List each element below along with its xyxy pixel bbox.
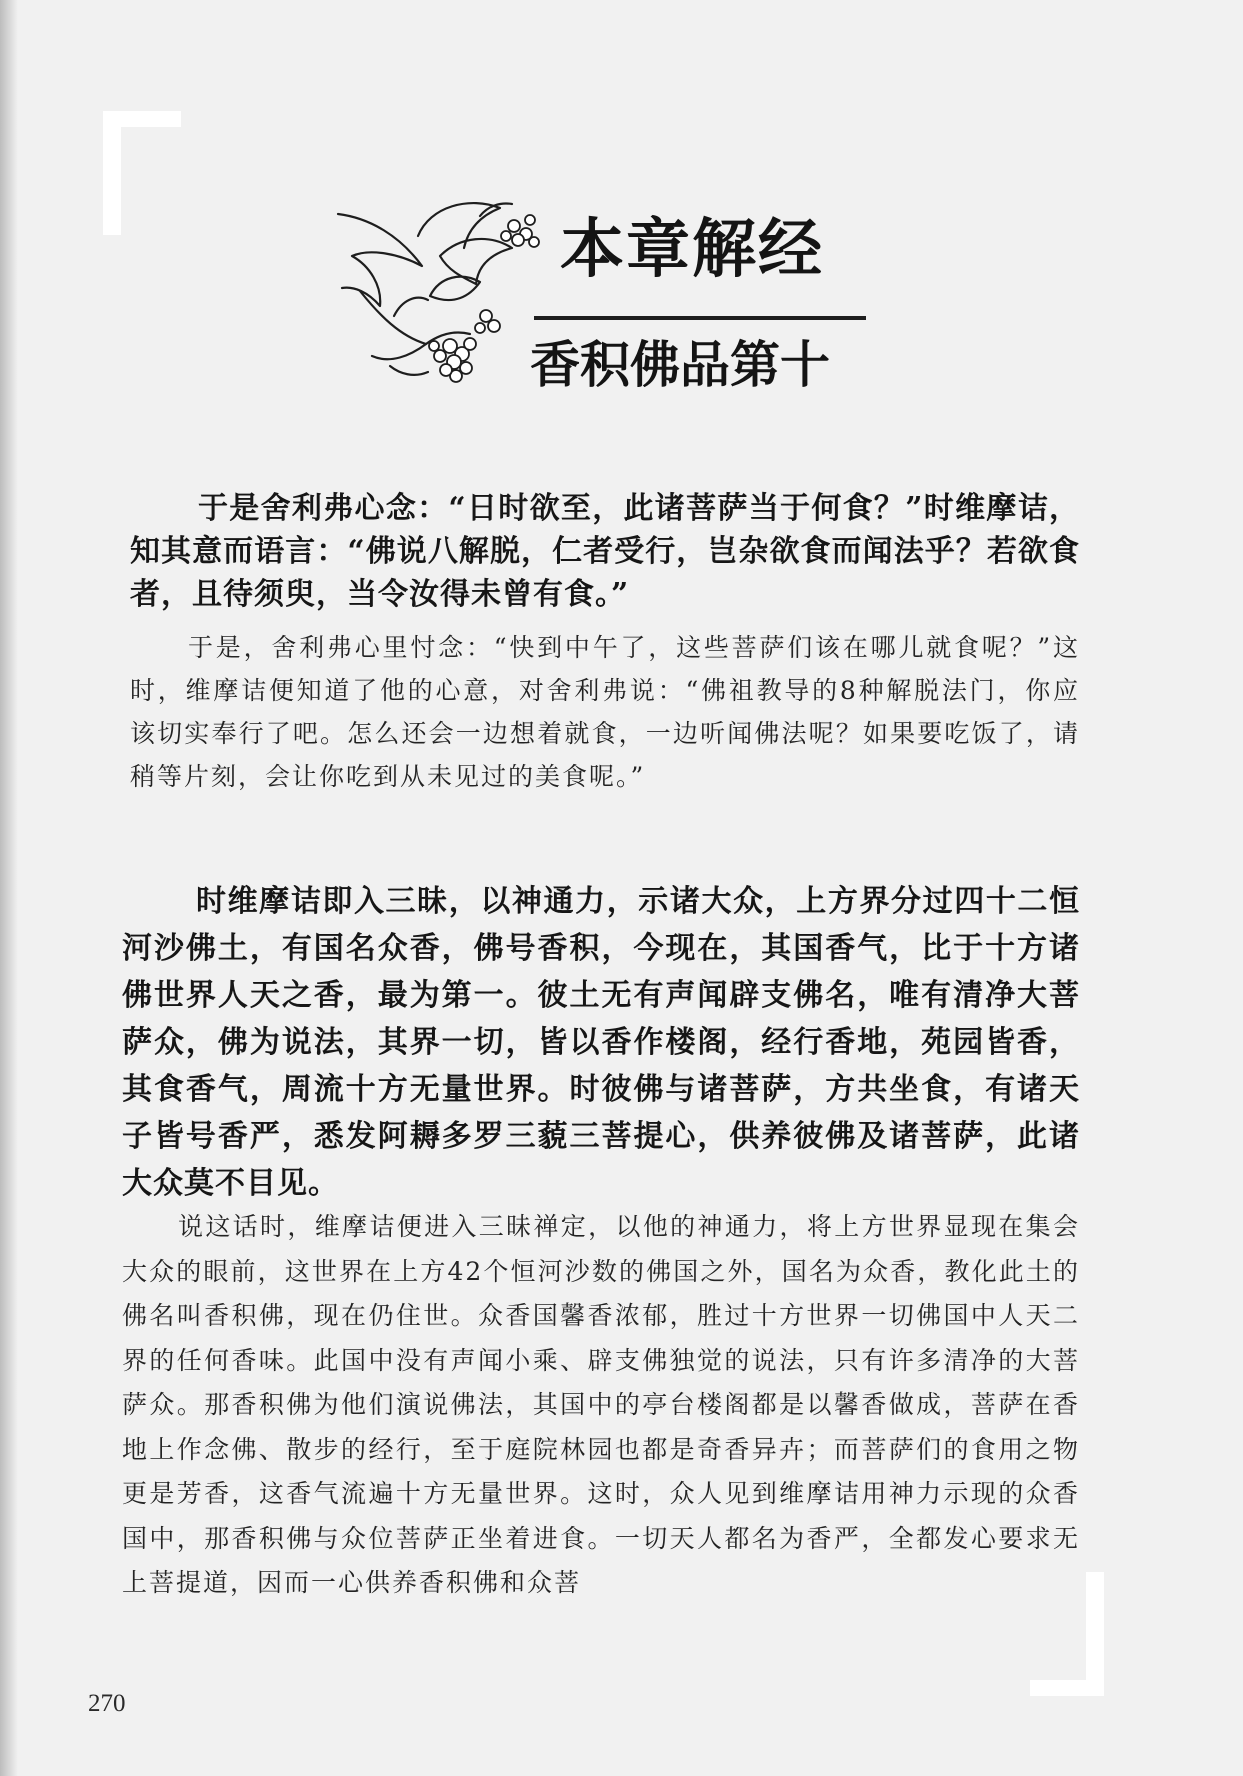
scripture-paragraph: 时维摩诘即入三昧，以神通力，示诸大众，上方界分过四十二恒河沙佛土，有国名众香，佛号香积，今现在，其国香气，比于十方诸佛世界人天之香，最为第一。彼土无有声闻辟支佛名，唯有清净大菩萨众，佛为说法，其界一切，皆以香作楼阁，经行香地，苑园皆香，其食香气，周流十方无量世界。时彼佛与诸菩萨，方共坐食，有诸天子皆号香严，悉发阿耨多罗三藐三菩提心，供养彼佛及诸菩萨，此诸大众莫不目见。 <box>122 884 1080 1201</box>
corner-bracket-top-left <box>103 111 121 235</box>
corner-bracket-top-left-bar <box>103 111 181 127</box>
corner-bracket-bottom-right-bar <box>1030 1680 1104 1696</box>
grapevine-ornament-icon <box>330 196 550 386</box>
chapter-subtitle: 香积佛品第十 <box>530 336 830 394</box>
chapter-heading: 本章解经 <box>560 213 824 287</box>
corner-bracket-bottom-right <box>1086 1572 1104 1696</box>
scripture-paragraph: 于是舍利弗心念：“日时欲至，此诸菩萨当于何食？”时维摩诘，知其意而语言：“佛说八解脱，仁者受行，岂杂欲食而闻法乎？若欲食者，且待须臾，当令汝得未曾有食。” <box>130 491 1080 612</box>
page-number: 270 <box>88 1690 126 1717</box>
title-divider <box>534 316 866 320</box>
translation-paragraph: 于是，舍利弗心里忖念：“快到中午了，这些菩萨们该在哪儿就食呢？”这时，维摩诘便知道了他的心意，对舍利弗说：“佛祖教导的8种解脱法门，你应该切实奉行了吧。怎么还会一边想着就食，一边听闻佛法呢？如果要吃饭了，请稍等片刻，会让你吃到从未见过的美食呢。” <box>130 633 1080 791</box>
binding-shadow <box>0 0 18 1776</box>
translation-paragraph: 说这话时，维摩诘便进入三昧禅定，以他的神通力，将上方世界显现在集会大众的眼前，这世界在上方42个恒河沙数的佛国之外，国名为众香，教化此土的佛名叫香积佛，现在仍住世。众香国馨香浓郁，胜过十方世界一切佛国中人天二界的任何香味。此国中没有声闻小乘、辟支佛独觉的说法，只有许多清净的大菩萨众。那香积佛为他们演说佛法，其国中的亭台楼阁都是以馨香做成，菩萨在香地上作念佛、散步的经行，至于庭院林园也都是奇香异卉；而菩萨们的食用之物更是芳香，这香气流遍十方无量世界。这时，众人见到维摩诘用神力示现的众香国中，那香积佛与众位菩萨正坐着进食。一切天人都名为香严，全都发心要求无上菩提道，因而一心供养香积佛和众菩 <box>122 1212 1080 1597</box>
